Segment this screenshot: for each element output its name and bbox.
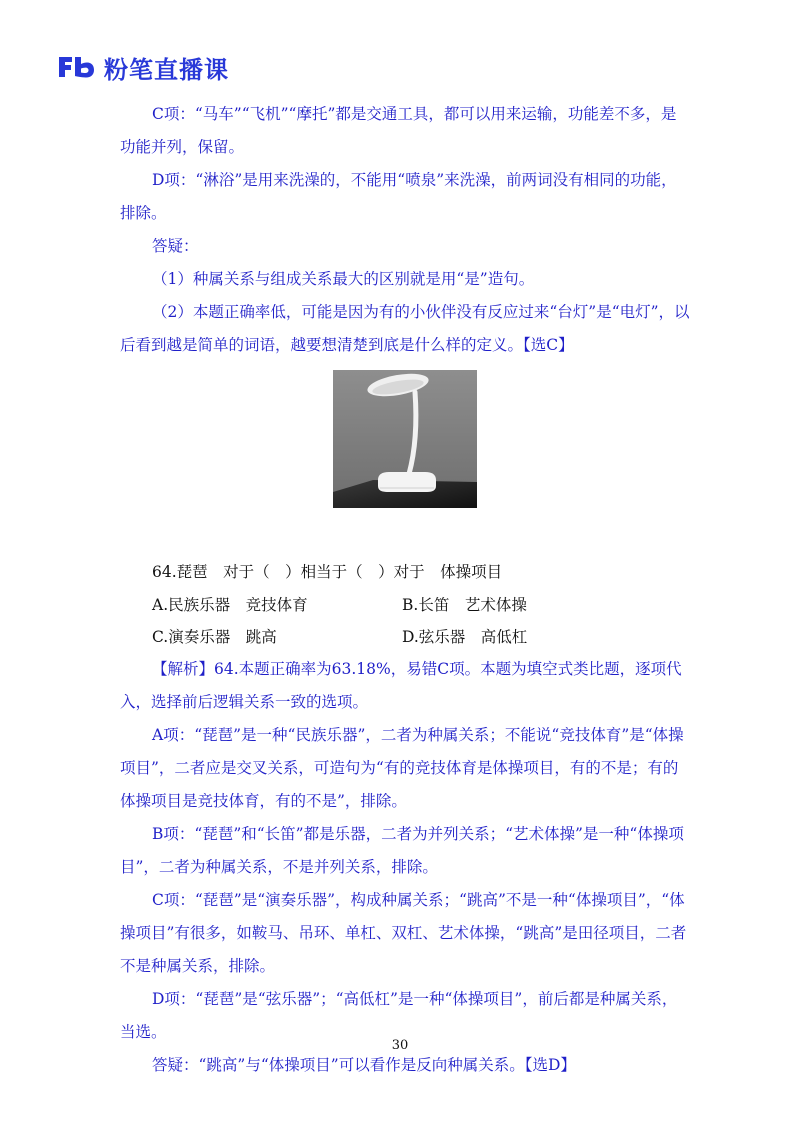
paragraph: A项：“琵琶”是一种“民族乐器”，二者为种属关系；不能说“竞技体育”是“体操项目”，二者应是交叉关系，可造句为“有的竞技体育是体操项目，有的不是；有的体操项目是竞技体育，有的不是”，排除。 [120,726,684,810]
option-d: D.弦乐器 高低杠 [402,628,528,646]
brand-title: 粉笔直播课 [104,55,229,84]
option-a: A.民族乐器 竞技体育 [152,596,308,614]
paragraph: C项：“琵琶”是“演奏乐器”，构成种属关系；“跳高”不是一种“体操项目”，“体操项目”有很多，如鞍马、吊环、单杠、双杠、艺术体操，“跳高”是田径项目，二者不是种属关系，排除。 [120,891,687,975]
option-c: C.演奏乐器 跳高 [152,628,277,646]
fb-logo-icon [56,54,96,80]
desk-lamp-photo [333,370,477,508]
paragraph: 答疑： [152,237,199,255]
paragraph: （2）本题正确率低，可能是因为有的小伙伴没有反应过来“台灯”是“电灯”，以后看到越是简单的词语，越要想清楚到底是什么样的定义。【选C】 [120,303,690,354]
option-b: B.长笛 艺术体操 [402,596,527,614]
paragraph: 答疑：“跳高”与“体操项目”可以看作是反向种属关系。【选D】 [152,1056,576,1074]
paragraph: C项：“马车”“飞机”“摩托”都是交通工具，都可以用来运输，功能差不多，是功能并列，保留。 [120,105,677,156]
paragraph: 【解析】64.本题正确率为63.18%，易错C项。本题为填空式类比题，逐项代入，选择前后逻辑关系一致的选项。 [120,660,682,711]
page-number: 30 [391,1038,409,1053]
question-stem: 64.琵琶 对于（ ）相当于（ ）对于 体操项目 [152,563,503,581]
options-row [120,621,690,653]
paragraph: D项：“淋浴”是用来洗澡的，不能用“喷泉”来洗澡，前两词没有相同的功能，排除。 [120,171,677,222]
page-content [120,98,690,1082]
paragraph: （1）种属关系与组成关系最大的区别就是用“是”造句。 [152,270,535,288]
paragraph: B项：“琵琶”和“长笛”都是乐器，二者为并列关系；“艺术体操”是一种“体操项目”，二者为种属关系，不是并列关系，排除。 [120,825,684,876]
lamp-figure [120,370,690,508]
paragraph: D项：“琵琶”是“弦乐器”；“高低杠”是一种“体操项目”，前后都是种属关系，当选。 [120,990,678,1041]
header [56,50,229,84]
options-row [120,589,690,621]
